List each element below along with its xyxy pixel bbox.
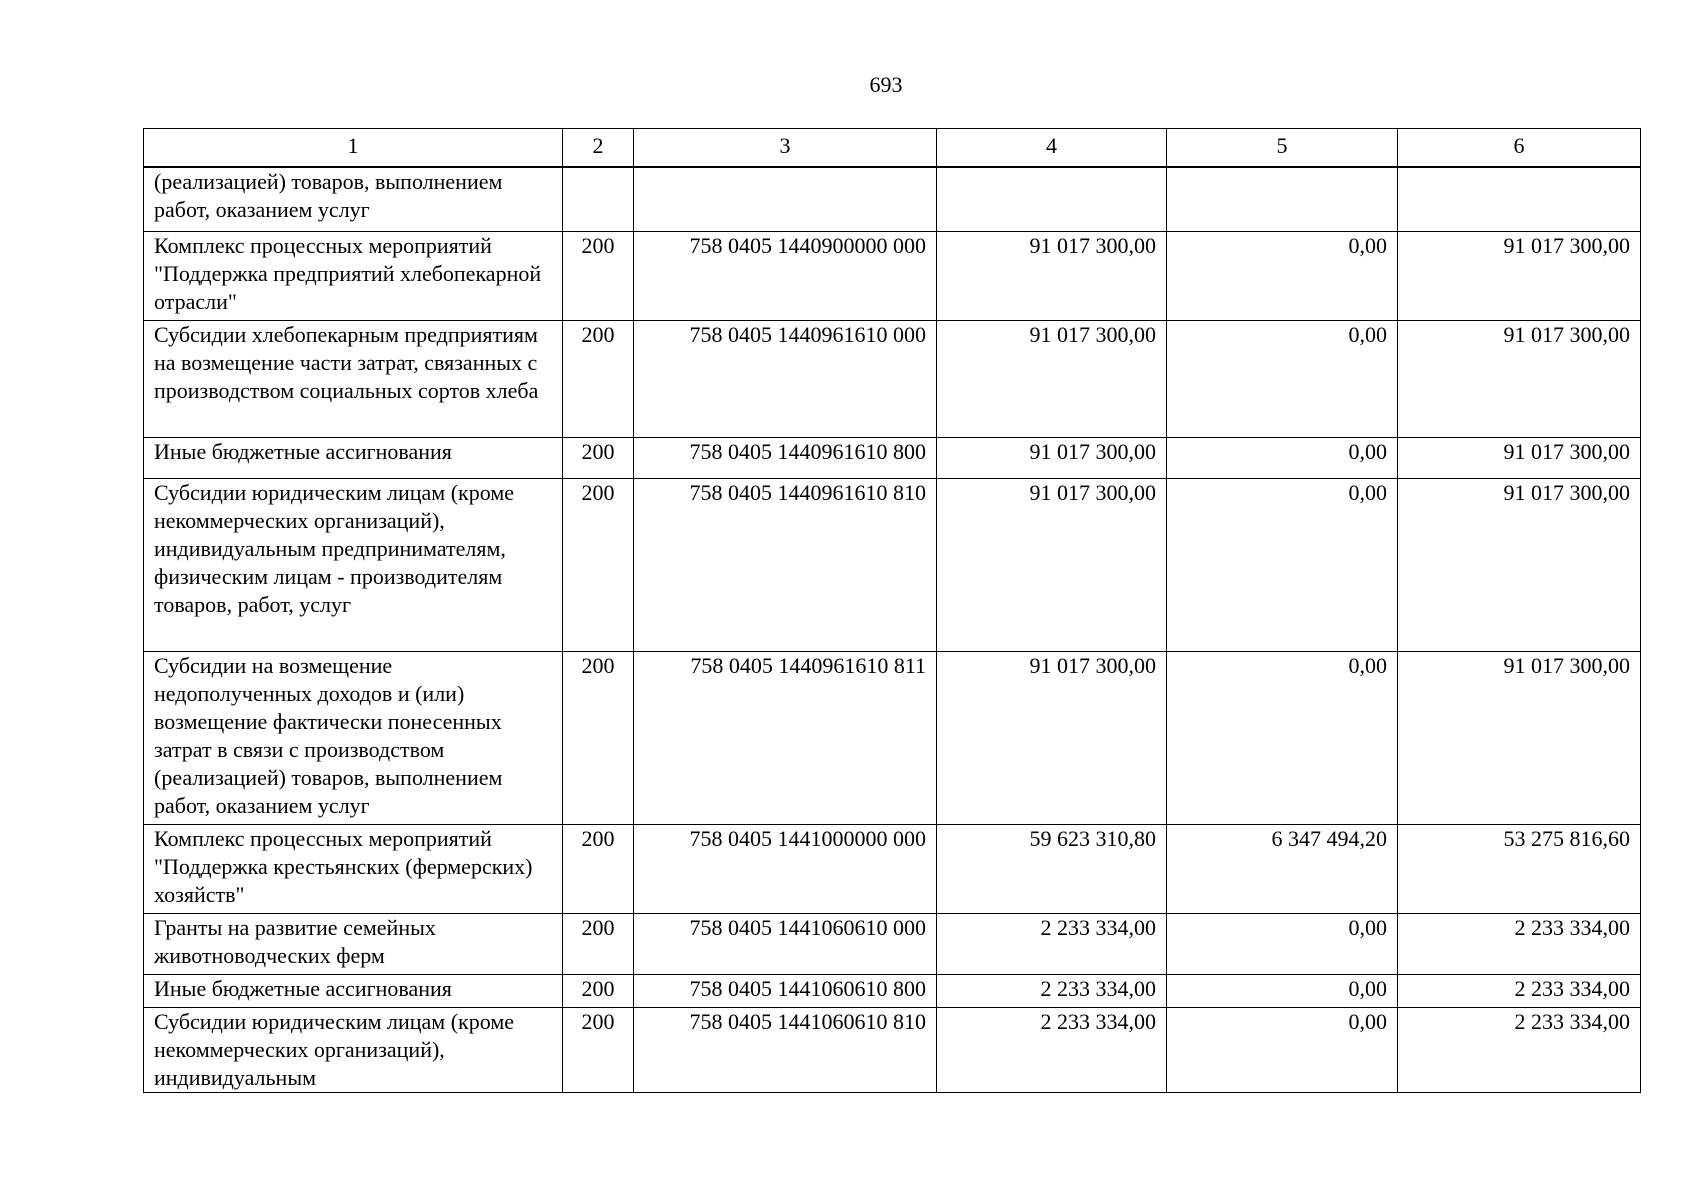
row-code-cell: 758 0405 1440961610 810 (634, 478, 937, 651)
row-code-cell: 758 0405 1441000000 000 (634, 824, 937, 913)
table-header (144, 129, 1641, 168)
row-col5-cell: 0,00 (1167, 478, 1398, 651)
row-col4-cell (937, 167, 1167, 231)
row-col5-cell: 0,00 (1167, 651, 1398, 824)
table-row (144, 1007, 1641, 1092)
row-col6-cell: 91 017 300,00 (1398, 437, 1641, 478)
table-row (144, 167, 1641, 231)
row-code-cell: 758 0405 1441060610 810 (634, 1007, 937, 1092)
row-name-cell: Гранты на развитие семейных животноводческих ферм (144, 913, 563, 974)
row-admin-cell: 200 (563, 320, 634, 437)
table-row (144, 320, 1641, 437)
row-col4-cell: 91 017 300,00 (937, 231, 1167, 320)
row-col5-cell: 0,00 (1167, 437, 1398, 478)
table-row (144, 437, 1641, 478)
row-col4-cell: 91 017 300,00 (937, 651, 1167, 824)
budget-table (143, 128, 1641, 1093)
row-admin-cell: 200 (563, 824, 634, 913)
table-row (144, 478, 1641, 651)
row-col6-cell: 91 017 300,00 (1398, 320, 1641, 437)
row-col4-cell: 91 017 300,00 (937, 320, 1167, 437)
table-row (144, 231, 1641, 320)
row-col6-cell: 2 233 334,00 (1398, 1007, 1641, 1092)
row-admin-cell: 200 (563, 478, 634, 651)
row-code-cell: 758 0405 1441060610 800 (634, 974, 937, 1007)
row-col4-cell: 91 017 300,00 (937, 478, 1167, 651)
row-col6-cell: 2 233 334,00 (1398, 913, 1641, 974)
row-col6-cell (1398, 167, 1641, 231)
row-col4-cell: 59 623 310,80 (937, 824, 1167, 913)
row-code-cell: 758 0405 1440900000 000 (634, 231, 937, 320)
table-row (144, 651, 1641, 824)
header-cell-5: 5 (1167, 129, 1398, 168)
row-col4-cell: 91 017 300,00 (937, 437, 1167, 478)
header-row (144, 129, 1641, 168)
row-col6-cell: 2 233 334,00 (1398, 974, 1641, 1007)
row-col5-cell: 0,00 (1167, 1007, 1398, 1092)
page-number: 693 (869, 72, 903, 97)
row-name-cell: Иные бюджетные ассигнования (144, 437, 563, 478)
table-row (144, 913, 1641, 974)
table-body (144, 167, 1641, 1092)
row-admin-cell: 200 (563, 437, 634, 478)
row-code-cell: 758 0405 1440961610 800 (634, 437, 937, 478)
row-admin-cell: 200 (563, 1007, 634, 1092)
row-col5-cell: 0,00 (1167, 231, 1398, 320)
table-row (144, 824, 1641, 913)
row-col6-cell: 91 017 300,00 (1398, 478, 1641, 651)
header-cell-1: 1 (144, 129, 563, 168)
header-cell-4: 4 (937, 129, 1167, 168)
row-col4-cell: 2 233 334,00 (937, 913, 1167, 974)
row-name-cell: (реализацией) товаров, выполнением работ, оказанием услуг (144, 167, 563, 231)
row-col6-cell: 53 275 816,60 (1398, 824, 1641, 913)
row-admin-cell: 200 (563, 651, 634, 824)
row-name-cell: Субсидии хлебопекарным предприятиям на возмещение части затрат, связанных с производством социальных сортов хлеба (144, 320, 563, 437)
row-col5-cell: 0,00 (1167, 913, 1398, 974)
row-col4-cell: 2 233 334,00 (937, 1007, 1167, 1092)
row-name-cell: Субсидии юридическим лицам (кроме некоммерческих организаций), индивидуальным (144, 1007, 563, 1092)
header-cell-3: 3 (634, 129, 937, 168)
row-name-cell: Субсидии на возмещение недополученных доходов и (или) возмещение фактически понесенных затрат в связи с производством (реализацией) товаров, выполнением работ, оказанием услуг (144, 651, 563, 824)
row-code-cell (634, 167, 937, 231)
row-name-cell: Субсидии юридическим лицам (кроме некоммерческих организаций), индивидуальным предпринимателям, физическим лицам - производителям товаров, работ, услуг (144, 478, 563, 651)
row-admin-cell (563, 167, 634, 231)
table-row (144, 974, 1641, 1007)
row-admin-cell: 200 (563, 974, 634, 1007)
row-name-cell: Комплекс процессных мероприятий "Поддержка крестьянских (фермерских) хозяйств" (144, 824, 563, 913)
header-cell-6: 6 (1398, 129, 1641, 168)
row-col6-cell: 91 017 300,00 (1398, 651, 1641, 824)
row-col5-cell: 6 347 494,20 (1167, 824, 1398, 913)
row-admin-cell: 200 (563, 231, 634, 320)
row-code-cell: 758 0405 1440961610 000 (634, 320, 937, 437)
row-col6-cell: 91 017 300,00 (1398, 231, 1641, 320)
row-name-cell: Иные бюджетные ассигнования (144, 974, 563, 1007)
row-code-cell: 758 0405 1440961610 811 (634, 651, 937, 824)
row-col5-cell: 0,00 (1167, 320, 1398, 437)
header-cell-2: 2 (563, 129, 634, 168)
row-col5-cell (1167, 167, 1398, 231)
row-admin-cell: 200 (563, 913, 634, 974)
row-col4-cell: 2 233 334,00 (937, 974, 1167, 1007)
row-col5-cell: 0,00 (1167, 974, 1398, 1007)
row-name-cell: Комплекс процессных мероприятий "Поддержка предприятий хлебопекарной отрасли" (144, 231, 563, 320)
row-code-cell: 758 0405 1441060610 000 (634, 913, 937, 974)
